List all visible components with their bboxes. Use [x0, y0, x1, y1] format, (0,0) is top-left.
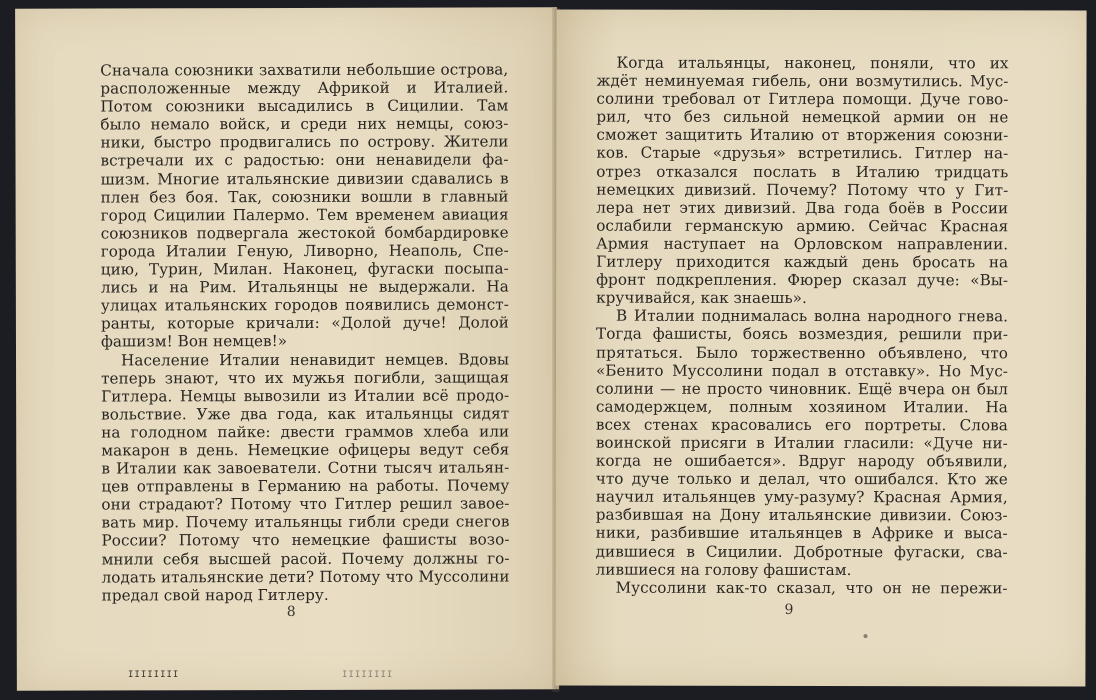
- text-line: Гитлеру приходится каждый день бросать на: [596, 252, 1009, 272]
- text-line: город Сицилии Палермо. Тем временем авиация: [100, 205, 509, 225]
- right-page-text: [596, 54, 1009, 598]
- text-line: отрез отказался послать в Италию тридцать: [596, 162, 1009, 181]
- text-line: дившиеся в Сицилии. Добротные фугаски, сва-: [595, 542, 1008, 561]
- printer-mark-left: IIIIIIII: [128, 670, 180, 680]
- text-line: Потом союзники высадились в Сицилии. Там: [100, 96, 509, 116]
- text-line: лодать итальянские дети? Потому что Муссолини: [101, 567, 510, 587]
- text-line: когда не ошибается». Вдруг народу объявили,: [595, 451, 1008, 471]
- text-line: В Италии поднималась волна народного гнева.: [616, 306, 1009, 326]
- text-line: города Италии Геную, Ливорно, Неаполь, Спе-: [100, 241, 509, 261]
- text-line: макарон в день. Немецкие офицеры ведут себя: [101, 440, 510, 460]
- left-page-text: [100, 60, 509, 604]
- text-line: ники, разбившие итальянцев в Африке и выса-: [595, 524, 1008, 543]
- text-line: Тогда фашисты, боясь возмездия, решили при-: [596, 325, 1009, 344]
- text-line: союзников подвергала жестокой бомбардировке: [100, 223, 509, 243]
- text-line: самодержцем, полным хозяином Италии. На: [595, 397, 1008, 417]
- paper-speck: [863, 634, 867, 638]
- text-line: цию, Турин, Милан. Наконец, фугаски посыпа-: [100, 259, 509, 279]
- text-line: мнили себя высшей расой. Почему должны го-: [101, 548, 510, 569]
- text-line: лись и на Рим. Итальянцы не выдержали. На: [100, 277, 509, 297]
- text-line: было немало войск, и среди них немцы, союз-: [100, 114, 509, 134]
- text-line: рил, что без сильной немецкой армии он не: [596, 107, 1009, 127]
- text-line: вать мир. Почему итальянцы гибли среди снегов: [101, 512, 510, 532]
- text-line: теперь знают, что их мужья погибли, защищая: [101, 368, 510, 388]
- right-page: [555, 10, 1086, 687]
- text-line: всех стенах красовались его портреты. Слова: [595, 415, 1008, 435]
- text-line: лившиеся на голову фашистам.: [595, 560, 852, 579]
- text-line: России? Потому что немецкие фашисты возо-: [101, 530, 510, 550]
- text-line: Население Италии ненавидит немцев. Вдовы: [121, 349, 510, 369]
- text-line: на голодном пайке: двести граммов хлеба или: [101, 422, 510, 442]
- text-line: фашизм! Вон немцев!»: [100, 332, 288, 351]
- text-line: Армия наступает на Орловском направлении.: [596, 234, 1009, 254]
- text-line: они страдают? Потому что Гитлер решил завое-: [101, 494, 510, 514]
- text-line: шизм. Многие итальянские дивизии сдавались в: [100, 168, 509, 189]
- text-line: Гитлера. Немцы вывозили из Италии всё продо-: [101, 386, 510, 406]
- text-line: Когда итальянцы, наконец, поняли, что их: [616, 53, 1009, 73]
- right-page-number: 9: [784, 601, 794, 618]
- printer-mark-center: IIIIIIII: [342, 670, 394, 680]
- text-line: вольствие. Уже два года, как итальянцы сидят: [101, 404, 510, 424]
- text-line: немецких дивизий. Почему? Потому что у Гит-: [596, 180, 1009, 199]
- text-line: солини — не просто чиновник. Ещё вчера он был: [595, 379, 1008, 399]
- text-line: ждёт неминуемая гибель, они возмутились. Мус-: [596, 71, 1009, 91]
- text-line: расположенные между Африкой и Италией.: [100, 78, 509, 98]
- text-line: прятаться. Было торжественно объявлено, что: [595, 343, 1009, 362]
- text-line: в Италии как завоеватели. Сотни тысяч итальян-: [101, 458, 510, 478]
- text-line: научил итальянцев уму-разуму? Красная Армия,: [595, 487, 1008, 507]
- text-line: воинской присяги в Италии гласили: «Дуче ни-: [595, 433, 1008, 453]
- text-line: цев отправлены в Германию на работы. Почему: [101, 476, 510, 496]
- text-line: лера нет этих дивизий. Два года боёв в России: [596, 198, 1009, 218]
- text-line: предал свой народ Гитлеру.: [101, 585, 329, 605]
- text-line: сможет защитить Италию от вторжения союзни-: [596, 125, 1009, 145]
- text-line: ков. Старые «друзья» встретились. Гитлер на-: [596, 144, 1009, 163]
- text-line: плен без боя. Так, союзники вошли в главный: [100, 187, 509, 207]
- text-line: кручивайся, как знаешь».: [596, 288, 807, 308]
- text-line: солини требовал от Гитлера помощи. Дуче гово-: [596, 89, 1009, 109]
- text-line: Муссолини как-то сказал, что он не пережи-: [615, 578, 1008, 598]
- text-line: «Бенито Муссолини подал в отставку». Но Мус-: [595, 361, 1008, 380]
- text-line: ники, быстро продвигались по острову. Жители: [100, 132, 509, 152]
- text-line: улицах итальянских городов появились демонст-: [100, 295, 509, 315]
- text-line: разбившая на Дону итальянские дивизии. Союз-: [595, 505, 1008, 525]
- text-line: фронт подкрепления. Фюрер сказал дуче: «Вы-: [596, 270, 1009, 290]
- left-page: [15, 7, 559, 690]
- text-line: что дуче только и делал, что ошибался. Кто же: [595, 469, 1008, 489]
- left-page-number: 8: [286, 603, 296, 621]
- text-line: встречали их с радостью: они ненавидели фа-: [100, 150, 509, 170]
- text-line: ослабили германскую армию. Сейчас Красная: [596, 216, 1009, 236]
- text-line: Сначала союзники захватили небольшие острова,: [100, 60, 509, 80]
- text-line: ранты, которые кричали: «Долой дуче! Долой: [100, 313, 509, 333]
